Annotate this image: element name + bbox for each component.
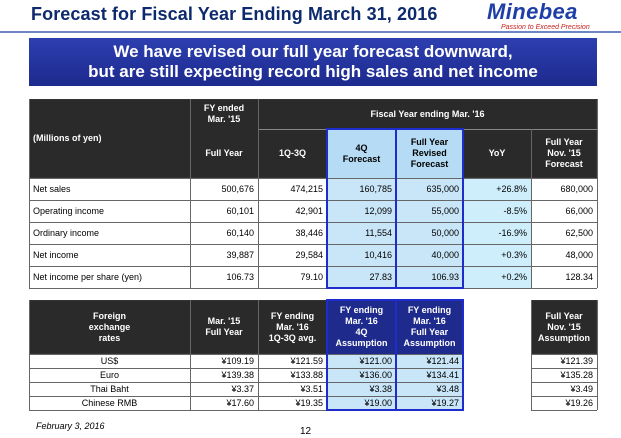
column-divider (190, 99, 191, 288)
fx-cell: ¥19.35 (295, 398, 323, 408)
fx-col-header: FY ending Mar. '16 Full Year Assumption (396, 300, 463, 354)
forecast-cell: 10,416 (327, 244, 396, 266)
forecast-col-header: 1Q-3Q (278, 148, 306, 158)
forecast-cell: 60,101 (226, 206, 254, 216)
forecast-cell: +26.8% (463, 178, 531, 200)
header-prev-fy: FY ended Mar. '15 (203, 103, 245, 124)
fx-row-divider (531, 354, 597, 355)
forecast-cell: 66,000 (565, 206, 593, 216)
row-divider (29, 244, 597, 245)
fx-cell: ¥133.88 (290, 370, 323, 380)
forecast-cell: 106.93 (396, 266, 463, 288)
forecast-cell: 11,554 (327, 222, 396, 244)
forecast-cell: 128.34 (565, 272, 593, 282)
fx-cell: ¥19.26 (565, 398, 593, 408)
banner-line-2: but are still expecting record high sales and net income (88, 62, 538, 81)
fx-row-divider (531, 410, 597, 411)
fx-cell: ¥134.41 (396, 368, 463, 382)
fx-cell: ¥121.44 (396, 354, 463, 368)
forecast-cell: 55,000 (396, 200, 463, 222)
forecast-cell: 680,000 (560, 184, 593, 194)
forecast-cell: 48,000 (565, 250, 593, 260)
forecast-row-label: Net income per share (yen) (33, 272, 143, 282)
fx-cell: ¥136.00 (327, 368, 396, 382)
fx-col-header: FY ending Mar. '16 4Q Assumption (327, 300, 396, 354)
forecast-col-header: YoY (488, 148, 506, 158)
forecast-cell: 160,785 (327, 178, 396, 200)
forecast-row-label: Net income (33, 250, 79, 260)
forecast-col-header: Full Year Nov. '15 Forecast (545, 137, 583, 169)
fx-column-divider (531, 300, 532, 410)
forecast-cell: 62,500 (565, 228, 593, 238)
forecast-cell: 50,000 (396, 222, 463, 244)
forecast-cell: 60,140 (226, 228, 254, 238)
forecast-cell: 106.73 (226, 272, 254, 282)
units-label: (Millions of yen) (33, 133, 102, 143)
forecast-cell: 38,446 (295, 228, 323, 238)
headline-banner (29, 38, 597, 86)
fx-row-label: Euro (99, 370, 119, 380)
banner-line-1: We have revised our full year forecast downward, (113, 42, 513, 61)
footer-date: February 3, 2016 (36, 421, 105, 431)
forecast-cell: 39,887 (226, 250, 254, 260)
forecast-cell: -16.9% (463, 222, 531, 244)
highlight-frame-4q (326, 128, 397, 289)
fx-row-divider (531, 396, 597, 397)
forecast-row-label: Operating income (33, 206, 105, 216)
fx-cell: ¥19.27 (396, 396, 463, 410)
fx-cell: ¥3.51 (300, 384, 323, 394)
fx-cell: ¥121.59 (290, 356, 323, 366)
fx-row-label: Thai Baht (90, 384, 129, 394)
column-divider (29, 99, 30, 288)
fx-highlight-frame-full-year (395, 299, 464, 411)
logo-name: Minebea (487, 0, 578, 24)
highlight-frame-revised (395, 128, 464, 289)
forecast-col-header: 4Q Forecast (327, 129, 396, 178)
fx-col-header: Mar. '15 Full Year (205, 316, 243, 337)
fx-row-divider (531, 368, 597, 369)
forecast-col-header: Full Year Revised Forecast (396, 129, 463, 178)
title-divider (0, 31, 621, 33)
fx-row-label: US$ (100, 356, 119, 366)
fx-cell: ¥139.38 (221, 370, 254, 380)
forecast-cell: 500,676 (221, 184, 254, 194)
fx-column-divider (29, 300, 30, 410)
fx-col-header: Full Year Nov. '15 Assumption (537, 310, 590, 343)
forecast-row-label: Ordinary income (33, 228, 100, 238)
row-divider (29, 178, 597, 179)
logo-tagline: Passion to Exceed Precision (501, 24, 590, 31)
fx-cell: ¥109.19 (221, 356, 254, 366)
fx-col-header: Foreign exchange rates (88, 310, 131, 343)
forecast-row-label: Net sales (33, 184, 71, 194)
fx-cell: ¥19.00 (327, 396, 396, 410)
forecast-cell: 474,215 (290, 184, 323, 194)
forecast-cell: +0.2% (463, 266, 531, 288)
header-current-fy: Fiscal Year ending Mar. '16 (370, 108, 485, 119)
fx-cell: ¥17.60 (226, 398, 254, 408)
fx-col-header: FY ending Mar. '16 1Q-3Q avg. (268, 310, 317, 343)
column-divider (531, 129, 532, 288)
forecast-cell: 27.83 (327, 266, 396, 288)
page-number: 12 (300, 426, 312, 437)
fx-cell: ¥3.49 (570, 384, 593, 394)
forecast-cell: 635,000 (396, 178, 463, 200)
page-title: Forecast for Fiscal Year Ending March 31, 2016 (31, 4, 438, 24)
fx-column-divider (258, 300, 259, 410)
fx-cell: ¥121.00 (327, 354, 396, 368)
forecast-col-header: Full Year (205, 148, 243, 158)
forecast-cell: +0.3% (463, 244, 531, 266)
fx-cell: ¥3.48 (396, 382, 463, 396)
fx-column-divider (190, 300, 191, 410)
forecast-cell: 42,901 (295, 206, 323, 216)
forecast-cell: -8.5% (463, 200, 531, 222)
forecast-cell: 29,584 (295, 250, 323, 260)
forecast-cell: 40,000 (396, 244, 463, 266)
minebea-logo (487, 1, 619, 32)
fx-cell: ¥3.38 (327, 382, 396, 396)
row-divider (29, 222, 597, 223)
fx-cell: ¥135.28 (560, 370, 593, 380)
fx-row-label: Chinese RMB (81, 398, 138, 408)
fx-cell: ¥121.39 (560, 356, 593, 366)
row-divider (29, 200, 597, 201)
fx-cell: ¥3.37 (231, 384, 254, 394)
fx-highlight-frame-4q (326, 299, 397, 411)
column-divider (258, 99, 259, 288)
forecast-cell: 12,099 (327, 200, 396, 222)
fx-column-divider (597, 300, 598, 410)
row-divider (29, 266, 597, 267)
forecast-cell: 79.10 (300, 272, 323, 282)
column-divider (597, 99, 598, 288)
row-divider (29, 288, 597, 289)
fx-row-divider (531, 382, 597, 383)
